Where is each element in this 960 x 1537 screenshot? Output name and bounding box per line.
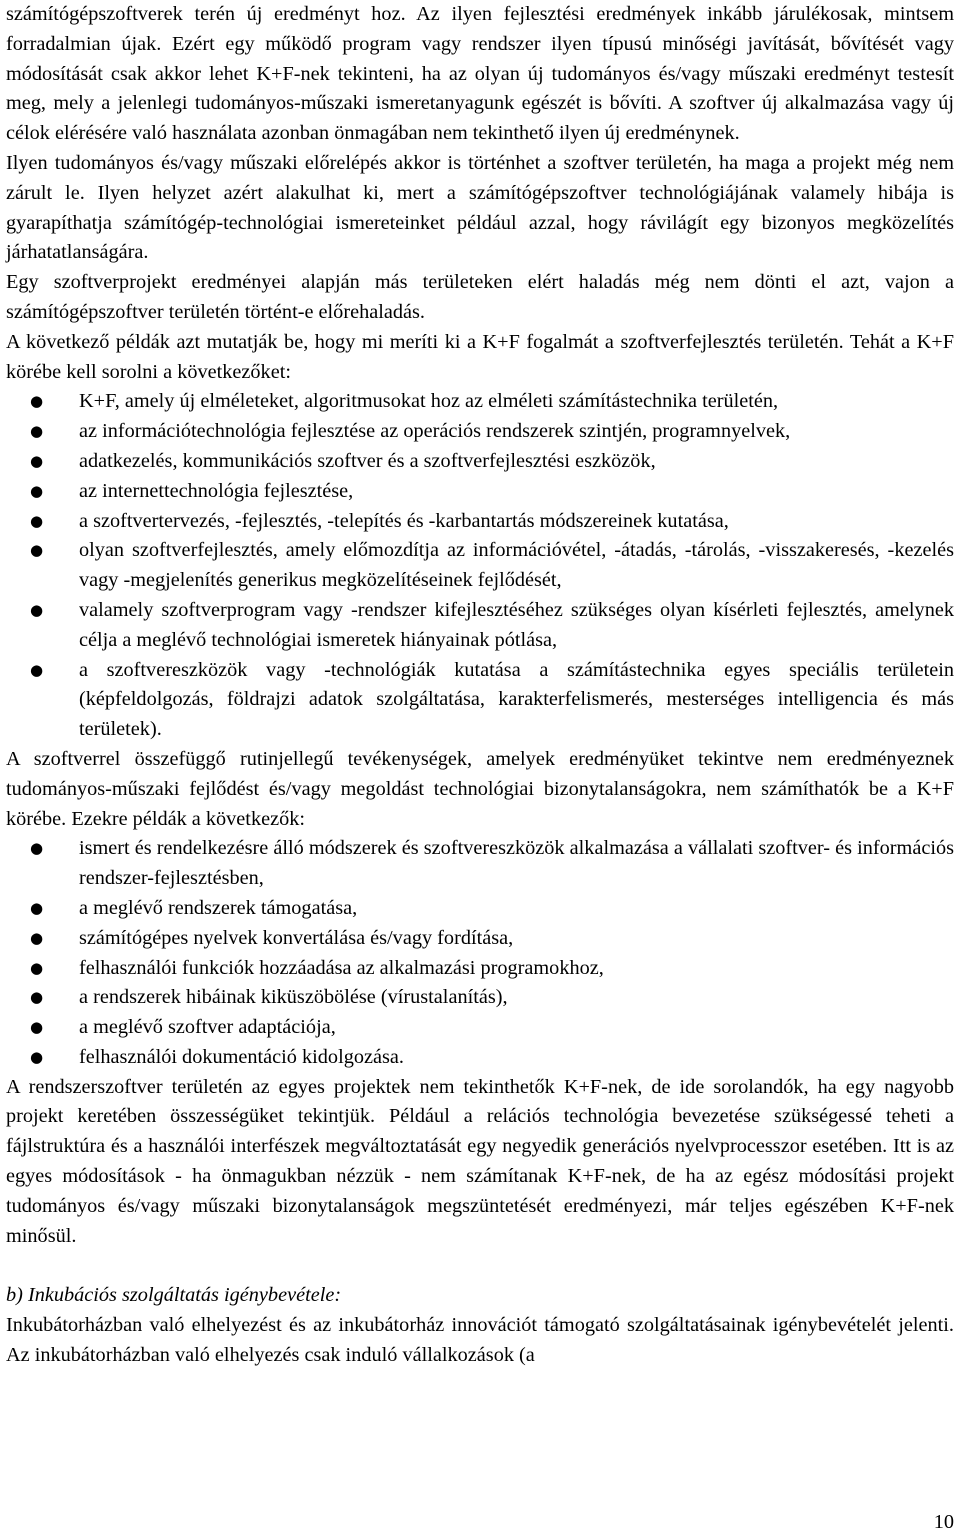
bullet-icon: ● <box>30 660 44 679</box>
list-item <box>6 447 954 477</box>
routine-examples-list <box>6 834 954 1072</box>
list-item-text: a meglévő rendszerek támogatása, <box>79 896 358 919</box>
list-item-text: felhasználói funkciók hozzáadása az alkalmazási programokhoz, <box>79 956 604 979</box>
paragraph-routine-intro: A szoftverrel összefüggő rutinjellegű tevékenységek, amelyek eredményüket tekintve nem eredményeznek tudományos-műszaki fejlődést és/vagy megoldást technológiai bizonytalanságokra, nem számíthatók be a K+F körébe. Ezekre példák a következők: <box>6 747 954 830</box>
list-item <box>6 656 954 745</box>
bullet-icon: ● <box>30 541 44 560</box>
list-item <box>6 387 954 417</box>
list-item-text: felhasználói dokumentáció kidolgozása. <box>79 1045 404 1068</box>
list-item <box>6 894 954 924</box>
bullet-icon: ● <box>30 988 44 1007</box>
list-item <box>6 954 954 984</box>
list-item-text: adatkezelés, kommunikációs szoftver és a szoftverfejlesztési eszközök, <box>79 449 656 472</box>
paragraph-sw-quality: számítógépszoftverek terén új eredményt hoz. Az ilyen fejlesztési eredmények inkább járulékosak, mintsem forradalmian újak. Ezért egy működő program vagy rendszer ilyen típusú minőségi javítását, bővítését vagy módosítását csak akkor lehet K+F-nek tekinteni, ha az olyan új tudományos és/vagy műszaki eredményt testesít meg, mely a jelenlegi tudományos-műszaki ismeretanyagunk egészét is bővíti. A szoftver új alkalmazása vagy új célok elérésére való használata azonban önmagában nem tekinthető ilyen új eredménynek. <box>6 3 954 145</box>
list-item-text: a rendszerek hibáinak kiküszöbölése (vírustalanítás), <box>79 986 508 1009</box>
list-item-text: olyan szoftverfejlesztés, amely előmozdítja az információvétel, -átadás, -tárolás, -visszakeresés, -kezelés vagy -megjelenítés generikus megközelítéseinek fejlődését, <box>79 539 954 592</box>
bullet-icon: ● <box>30 392 44 411</box>
list-item-text: valamely szoftverprogram vagy -rendszer kifejlesztéséhez szükséges olyan kísérleti fejlesztés, amelynek célja a meglévő technológiai ismeretek hiányainak pótlása, <box>79 598 954 651</box>
list-item <box>6 417 954 447</box>
list-item <box>6 834 954 894</box>
list-item <box>6 596 954 656</box>
list-item-text: ismert és rendelkezésre álló módszerek és szoftvereszközök alkalmazása a vállalati szoftver- és információs rendszer-fejlesztésben, <box>79 837 954 890</box>
bullet-icon: ● <box>30 451 44 470</box>
bullet-icon: ● <box>30 600 44 619</box>
list-item <box>6 983 954 1013</box>
bullet-icon: ● <box>30 898 44 917</box>
list-item <box>6 1043 954 1073</box>
rd-examples-list <box>6 387 954 745</box>
list-item-text: a szoftvereszközök vagy -technológiák kutatása a számítástechnika egyes speciális területein (képfeldolgozás, földrajzi adatok szolgáltatása, karakterfelismerés, mesterséges intelligencia és más területek). <box>79 658 954 741</box>
list-item-text: a meglévő szoftver adaptációja, <box>79 1016 336 1039</box>
list-item <box>6 507 954 537</box>
section-heading: b) Inkubációs szolgáltatás igénybevétele: <box>6 1284 342 1307</box>
bullet-icon: ● <box>30 1018 44 1037</box>
list-item <box>6 477 954 507</box>
list-item <box>6 1013 954 1043</box>
bullet-icon: ● <box>30 422 44 441</box>
list-item <box>6 536 954 596</box>
paragraph-progress-project: Ilyen tudományos és/vagy műszaki előrelépés akkor is történhet a szoftver területén, ha maga a projekt még nem zárult le. Ilyen helyzet azért alakulhat ki, mert a számítógépszoftver technológiájának valamely hibája is gyarapíthatja számítógép-technológiai ismereteinket például azzal, hogy rávilágít egy bizonyos megközelítés járhatatlanságára. <box>6 151 954 264</box>
blank-line <box>6 1251 954 1281</box>
document-page <box>6 0 954 1371</box>
list-item-text: az információtechnológia fejlesztése az operációs rendszerek szintjén, programnyelvek, <box>79 420 791 443</box>
bullet-icon: ● <box>30 511 44 530</box>
bullet-icon: ● <box>30 928 44 947</box>
paragraph-system-software: A rendszerszoftver területén az egyes projektek nem tekinthetők K+F-nek, de ide sorolandók, ha egy nagyobb projekt keretében összességüket tekintjük. Például a relációs technológia bevezetése szükségessé teheti a fájlstruktúra és a használói interfészek megváltoztatását egy negyedik generációs nyelvprocesszor esetében. Itt is az egyes módosítások - ha önmagukban nézzük - nem számítanak K+F-nek, de ha az egész módosítási projekt tudományos és/vagy műszaki bizonytalanságok megszüntetését eredményezi, már teljes egészében K+F-nek minősül. <box>6 1075 954 1247</box>
paragraph-other-fields: Egy szoftverprojekt eredményei alapján más területeken elért haladás még nem dönti el azt, vajon a számítógépszoftver területén történt-e előrehaladás. <box>6 271 954 323</box>
bullet-icon: ● <box>30 958 44 977</box>
list-item <box>6 924 954 954</box>
paragraph-examples-intro: A következő példák azt mutatják be, hogy mi meríti ki a K+F fogalmát a szoftverfejlesztés területén. Tehát a K+F körébe kell sorolni a következőket: <box>6 330 954 383</box>
page-number: 10 <box>933 1511 954 1533</box>
bullet-icon: ● <box>30 481 44 500</box>
list-item-text: az internettechnológia fejlesztése, <box>79 479 354 502</box>
list-item-text: K+F, amely új elméleteket, algoritmusokat hoz az elméleti számítástechnika területén, <box>79 390 779 413</box>
bullet-icon: ● <box>30 1047 44 1066</box>
bullet-icon: ● <box>30 839 44 858</box>
list-item-text: a szoftvertervezés, -fejlesztés, -telepítés és -karbantartás módszereinek kutatása, <box>79 509 729 532</box>
list-item-text: számítógépes nyelvek konvertálása és/vagy fordítása, <box>79 926 514 949</box>
paragraph-incubator: Inkubátorházban való elhelyezést és az inkubátorház innovációt támogató szolgáltatásainak igénybevételét jelenti. Az inkubátorházban való elhelyezés csak induló vállalkozások (a <box>6 1314 954 1366</box>
